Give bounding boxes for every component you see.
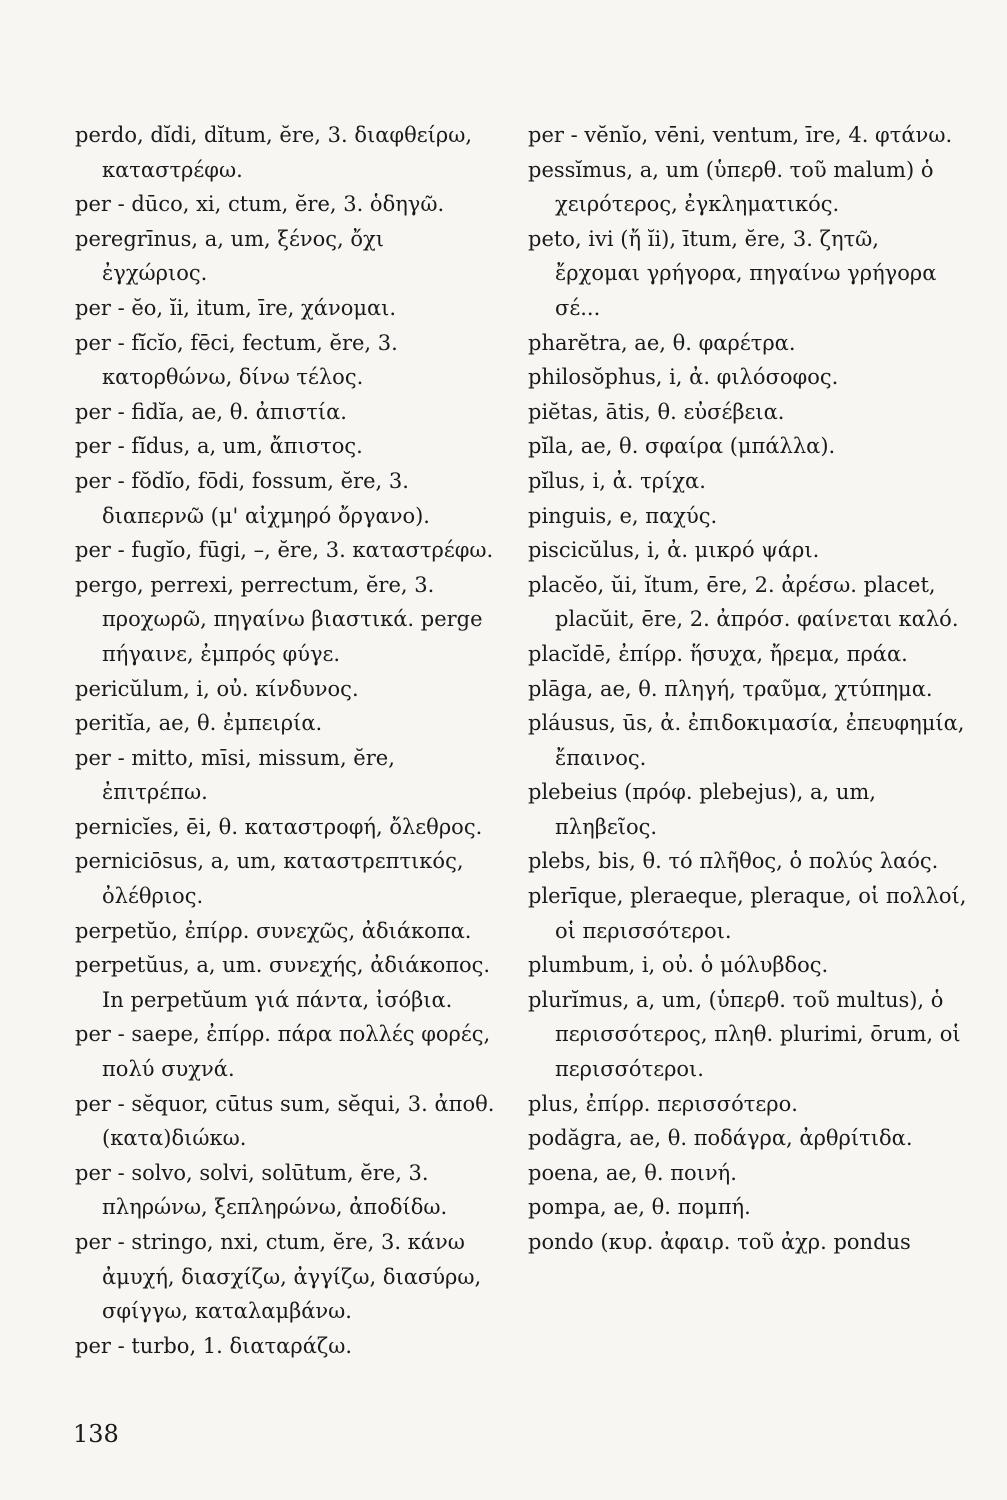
dictionary-entry: pergo, perrexi, perrectum, ĕre, 3. προχωρῶ, πηγαίνω βιαστικά. perge πήγαινε, ἐμπρός φύγε. bbox=[75, 572, 483, 666]
dictionary-entry: peregrīnus, a, um, ξένος, ὄχι ἐγχώριος. bbox=[75, 226, 384, 286]
dictionary-entry: per - fidĭa, ae, θ. ἀπιστία. bbox=[75, 399, 347, 424]
dictionary-entry: perniciōsus, a, um, καταστρεπτικός, ὀλέθριος. bbox=[75, 849, 464, 909]
dictionary-entry: per - solvo, solvi, solūtum, ĕre, 3. πληρώνω, ξεπληρώνω, ἀποδίδω. bbox=[75, 1160, 448, 1220]
dictionary-entry: peto, ivi (ἤ ĭi), ītum, ĕre, 3. ζητῶ, ἔρχομαι γρήγορα, πηγαίνω γρήγορα σέ... bbox=[528, 226, 937, 320]
dictionary-entry: placĭdē, ἐπίρρ. ἥσυχα, ἤρεμα, πράα. bbox=[528, 641, 908, 666]
right-column bbox=[528, 118, 968, 1260]
dictionary-entry: pericŭlum, i, οὐ. κίνδυνος. bbox=[75, 676, 359, 701]
dictionary-entry: pláusus, ūs, ἀ. ἐπιδοκιμασία, ἐπευφημία, ἔπαινος. bbox=[528, 711, 965, 770]
dictionary-entry: pinguis, e, παχύς. bbox=[528, 503, 718, 528]
dictionary-entry: piĕtas, ātis, θ. εὐσέβεια. bbox=[528, 399, 785, 424]
dictionary-entry: pĭlus, i, ἀ. τρίχα. bbox=[528, 468, 706, 493]
dictionary-entry: pernicĭes, ēi, θ. καταστροφή, ὄλεθρος. bbox=[75, 814, 483, 839]
dictionary-entry: plus, ἐπίρρ. περισσότερο. bbox=[528, 1091, 798, 1116]
dictionary-entry: plumbum, i, οὐ. ὁ μόλυβδος. bbox=[528, 953, 829, 978]
dictionary-entry: per - fĭdus, a, um, ἄπιστος. bbox=[75, 434, 363, 459]
dictionary-entry: philosŏphus, i, ἀ. φιλόσοφος. bbox=[528, 365, 839, 390]
dictionary-entry: plāga, ae, θ. πληγή, τραῦμα, χτύπημα. bbox=[528, 676, 933, 701]
dictionary-entry: plerīque, pleraeque, pleraque, οἱ πολλοί, οἱ περισσότεροι. bbox=[528, 884, 967, 943]
dictionary-entry: per - dūco, xi, ctum, ĕre, 3. ὁδηγῶ. bbox=[75, 192, 445, 217]
dictionary-entry: per - ĕo, ĭi, itum, īre, χάνομαι. bbox=[75, 295, 397, 320]
dictionary-entry: perpetŭus, a, um. συνεχής, ἀδιάκοπος. In perpetŭum γιά πάντα, ἰσόβια. bbox=[75, 953, 491, 1012]
dictionary-entry: plurĭmus, a, um, (ὑπερθ. τοῦ multus), ὁ περισσότερος, πληθ. plurimi, ōrum, οἱ περισσότεροι. bbox=[528, 987, 961, 1082]
dictionary-entry: per - fugĭo, fūgi, –, ĕre, 3. καταστρέφω. bbox=[75, 538, 494, 563]
dictionary-entry: per - sĕquor, cūtus sum, sĕqui, 3. ἀποθ. (κατα)διώκω. bbox=[75, 1091, 495, 1151]
dictionary-entry: plebeius (πρόφ. plebejus), a, um, πληβεῖος. bbox=[528, 780, 876, 839]
dictionary-entry: perdo, dĭdi, dĭtum, ĕre, 3. διαφθείρω, καταστρέφω. bbox=[75, 123, 473, 182]
dictionary-entry: per - fŏdĭo, fōdi, fossum, ĕre, 3. διαπερνῶ (μ' αἰχμηρό ὄργανο). bbox=[75, 468, 430, 528]
dictionary-entry: perpetŭo, ἐπίρρ. συνεχῶς, ἀδιάκοπα. bbox=[75, 918, 472, 943]
page-number: 138 bbox=[73, 1420, 119, 1448]
dictionary-entry: peritĭa, ae, θ. ἐμπειρία. bbox=[75, 711, 323, 736]
left-column bbox=[75, 118, 495, 1363]
dictionary-entry: piscicŭlus, i, ἀ. μικρό ψάρι. bbox=[528, 538, 820, 563]
dictionary-entry: pessĭmus, a, um (ὑπερθ. τοῦ malum) ὁ χειρότερος, ἐγκληματικός. bbox=[528, 157, 934, 217]
dictionary-entry: pĭla, ae, θ. σφαίρα (μπάλλα). bbox=[528, 434, 836, 459]
dictionary-entry: pompa, ae, θ. πομπή. bbox=[528, 1195, 751, 1220]
dictionary-entry: placĕo, ŭi, ĭtum, ēre, 2. ἀρέσω. placet, placŭit, ēre, 2. ἀπρόσ. φαίνεται καλό. bbox=[528, 572, 959, 632]
dictionary-entry: podăgra, ae, θ. ποδάγρα, ἀρθρίτιδα. bbox=[528, 1126, 913, 1151]
dictionary-entry: per - saepe, ἐπίρρ. πάρα πολλές φορές, πολύ συχνά. bbox=[75, 1022, 491, 1082]
dictionary-entry: pondo (κυρ. ἀφαιρ. τοῦ ἀχρ. pondus bbox=[528, 1230, 911, 1254]
dictionary-entry: per - mitto, mīsi, missum, ĕre, ἐπιτρέπω. bbox=[75, 745, 395, 805]
dictionary-entry: per - turbo, 1. διαταράζω. bbox=[75, 1333, 353, 1358]
dictionary-entry: per - vĕnĭo, vēni, ventum, īre, 4. φτάνω. bbox=[528, 123, 953, 147]
dictionary-entry: per - stringo, nxi, ctum, ĕre, 3. κάνω ἀμυχή, διασχίζω, ἀγγίζω, διασύρω, σφίγγω, καταλαμβάνω. bbox=[75, 1230, 482, 1324]
dictionary-entry: poena, ae, θ. ποινή. bbox=[528, 1160, 737, 1185]
dictionary-entry: pharĕtra, ae, θ. φαρέτρα. bbox=[528, 330, 796, 355]
dictionary-entry: plebs, bis, θ. τό πλῆθος, ὁ πολύς λαός. bbox=[528, 849, 939, 874]
dictionary-entry: per - fĭcĭo, fēci, fectum, ĕre, 3. κατορθώνω, δίνω τέλος. bbox=[75, 330, 398, 390]
